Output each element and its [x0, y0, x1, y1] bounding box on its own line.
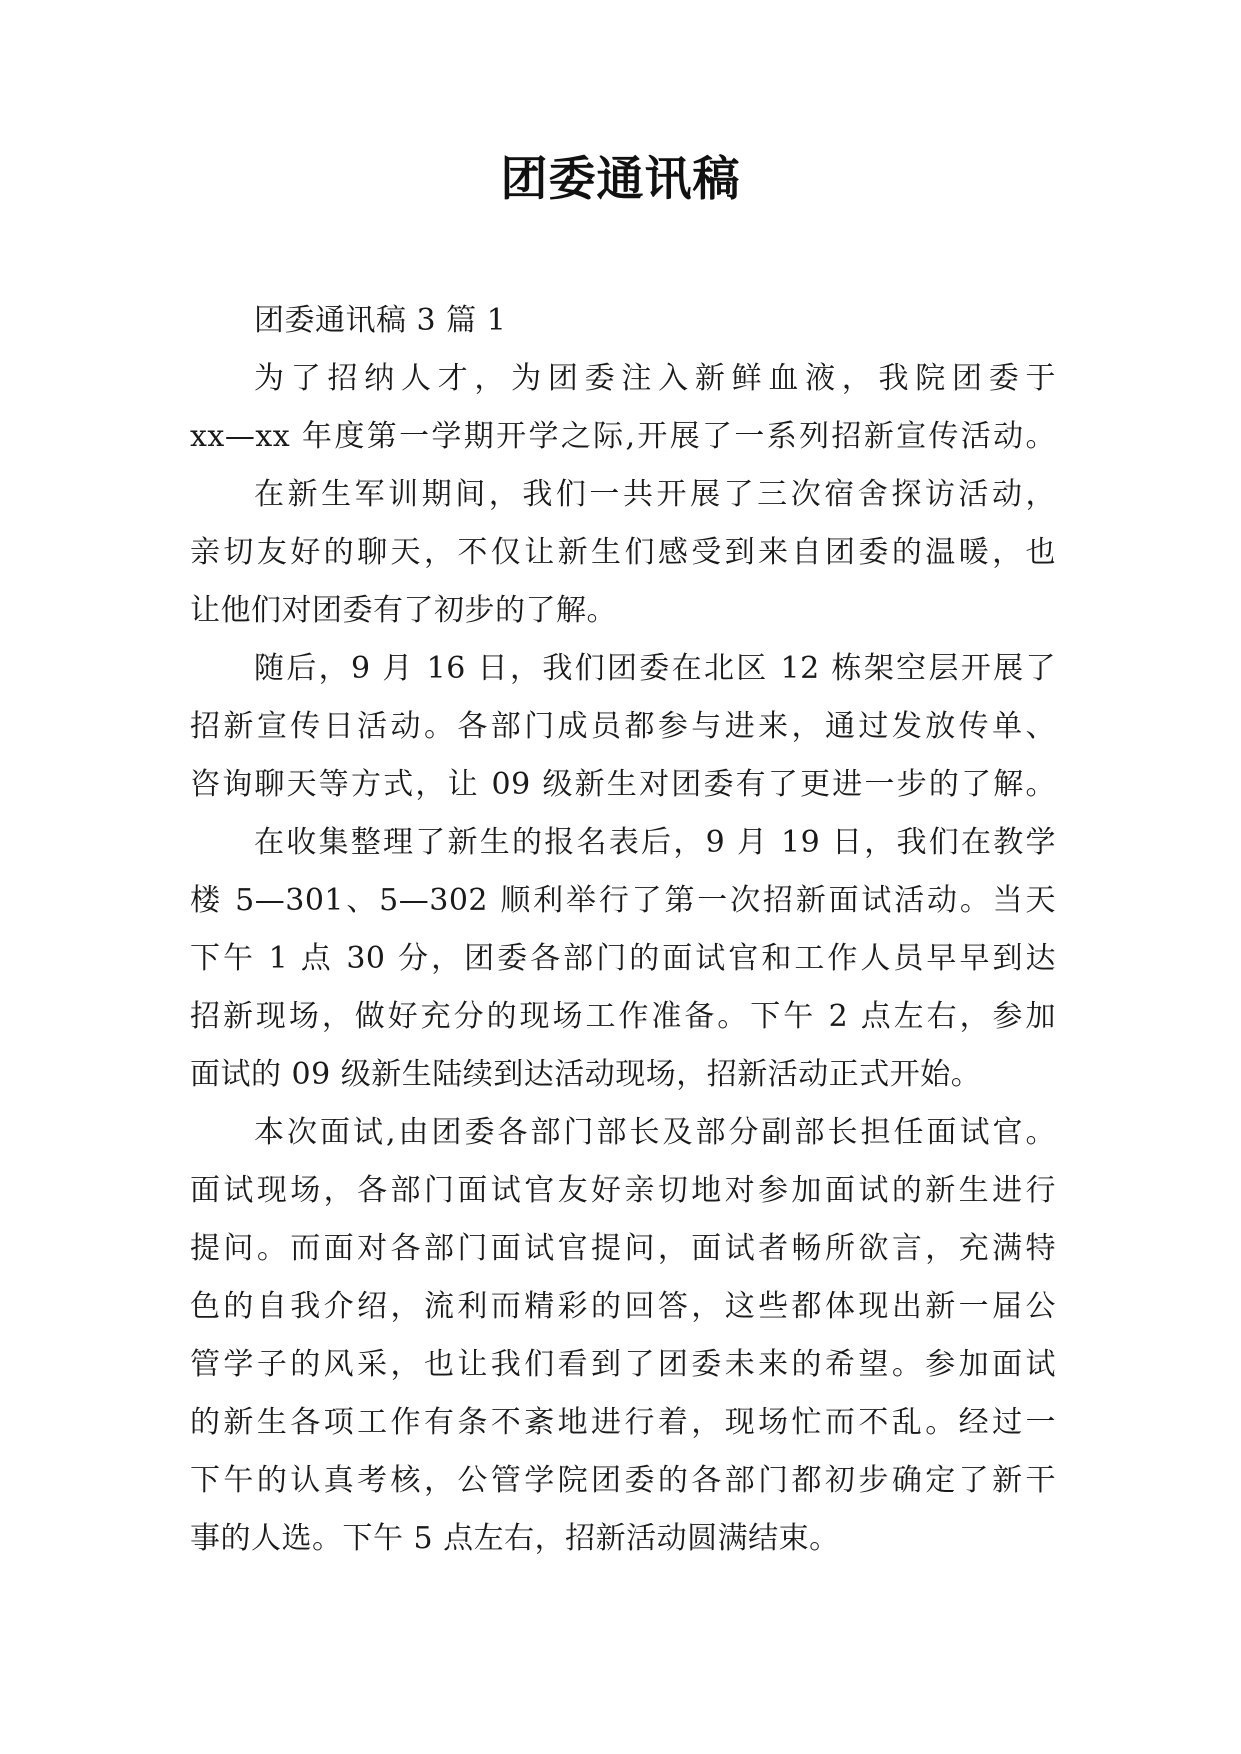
- text-line: 事的人选。下午 5 点左右，招新活动圆满结束。: [190, 1521, 840, 1556]
- document-body: [190, 292, 1056, 1568]
- text-line: 亲切友好的聊天，不仅让新生们感受到来自团委的温暖，也: [190, 535, 1056, 570]
- text-line: 面试的 09 级新生陆续到达活动现场，招新活动正式开始。: [190, 1057, 982, 1092]
- text-line: 在收集整理了新生的报名表后，9 月 19 日，我们在教学: [254, 825, 1056, 860]
- text-line: 管学子的风采，也让我们看到了团委未来的希望。参加面试: [190, 1347, 1056, 1382]
- text-line: xx—xx 年度第一学期开学之际,开展了一系列招新宣传活动。: [190, 419, 1056, 454]
- text-line: 面试现场，各部门面试官友好亲切地对参加面试的新生进行: [190, 1173, 1056, 1208]
- text-line: 咨询聊天等方式，让 09 级新生对团委有了更进一步的了解。: [190, 767, 1056, 802]
- section-heading: 团委通讯稿 3 篇 1: [254, 303, 507, 338]
- text-line: 在新生军训期间，我们一共开展了三次宿舍探访活动，: [254, 477, 1056, 512]
- text-line: 为了招纳人才，为团委注入新鲜血液，我院团委于: [254, 361, 1056, 396]
- text-line: 下午 1 点 30 分，团委各部门的面试官和工作人员早早到达: [190, 941, 1056, 976]
- text-line: 本次面试,由团委各部门部长及部分副部长担任面试官。: [254, 1115, 1056, 1150]
- text-line: 随后，9 月 16 日，我们团委在北区 12 栋架空层开展了: [254, 651, 1056, 686]
- text-line: 提问。而面对各部门面试官提问，面试者畅所欲言，充满特: [190, 1231, 1056, 1266]
- text-line: 下午的认真考核，公管学院团委的各部门都初步确定了新干: [190, 1463, 1056, 1498]
- text-line: 色的自我介绍，流利而精彩的回答，这些都体现出新一届公: [190, 1289, 1056, 1324]
- text-line: 楼 5—301、5—302 顺利举行了第一次招新面试活动。当天: [190, 883, 1056, 918]
- text-line: 的新生各项工作有条不紊地进行着，现场忙而不乱。经过一: [190, 1405, 1056, 1440]
- text-line: 招新宣传日活动。各部门成员都参与进来，通过发放传单、: [190, 709, 1056, 744]
- text-line: 让他们对团委有了初步的了解。: [190, 593, 617, 628]
- document-title: 团委通讯稿: [500, 152, 741, 207]
- text-line: 招新现场，做好充分的现场工作准备。下午 2 点左右，参加: [190, 999, 1056, 1034]
